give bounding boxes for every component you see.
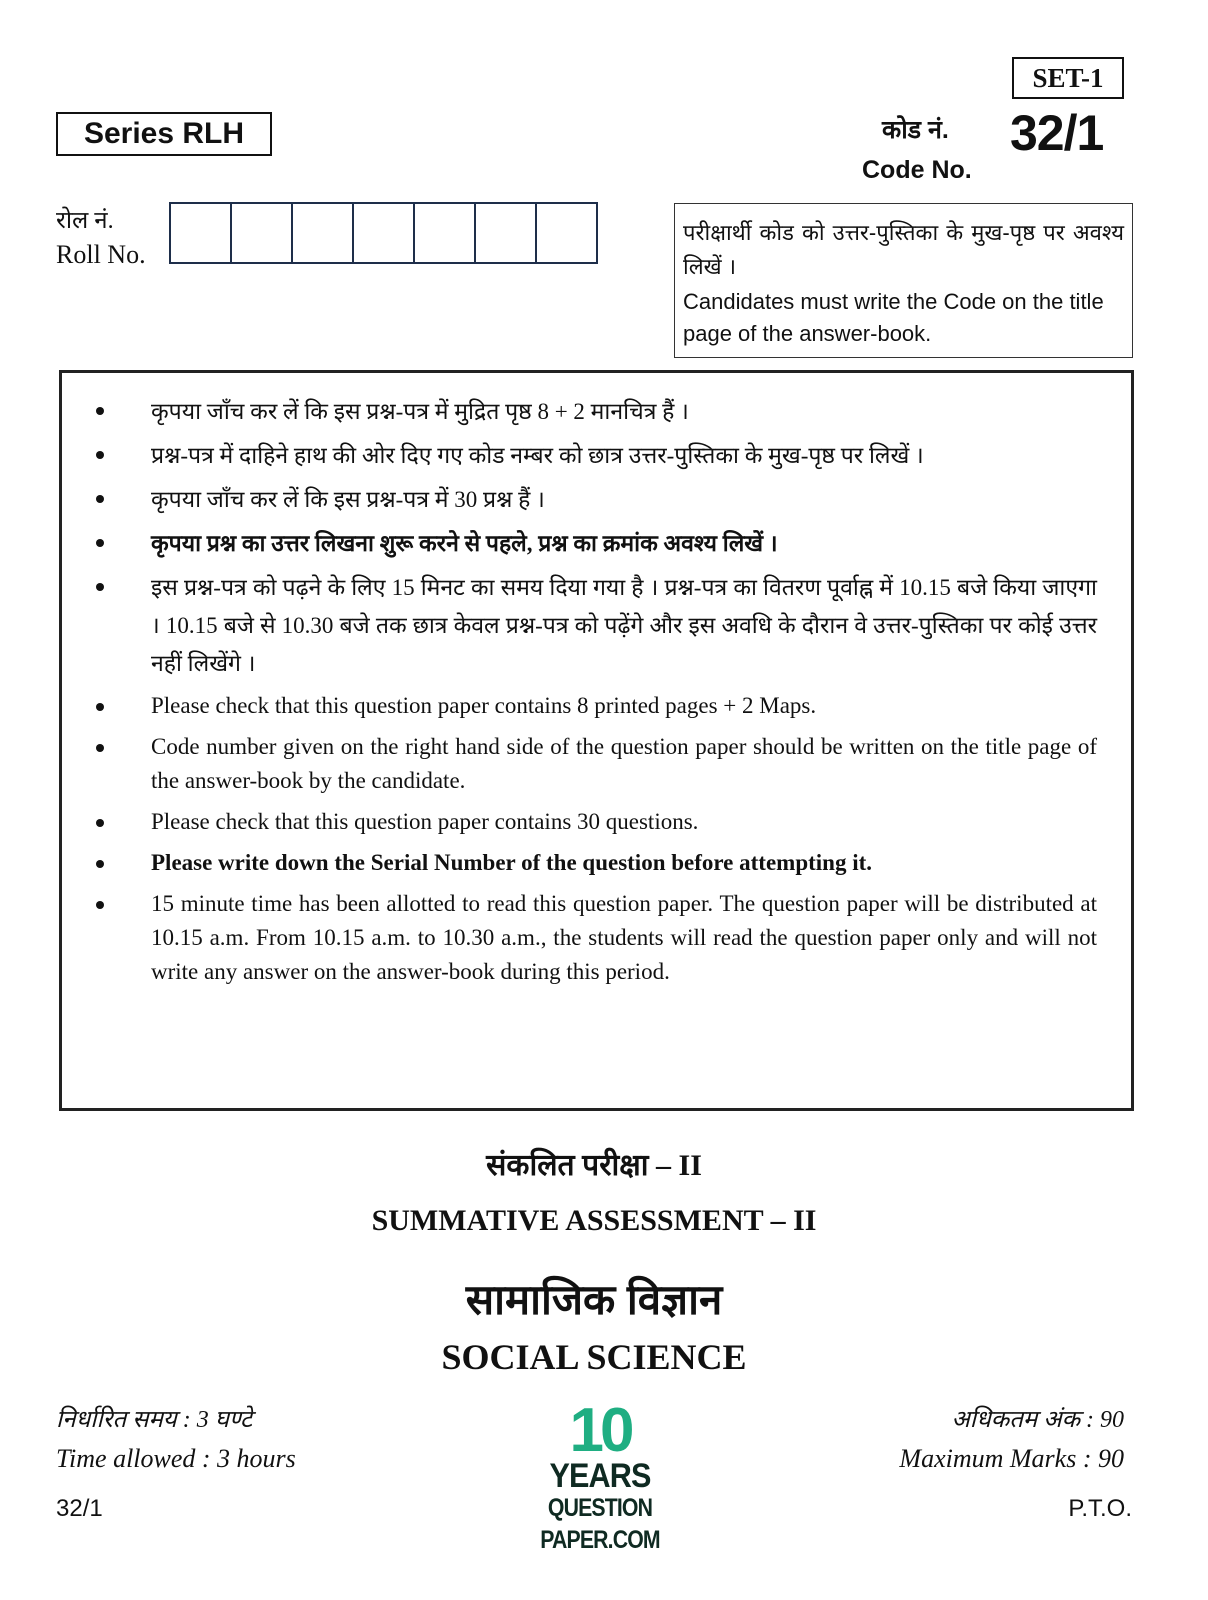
roll-number-boxes [169, 202, 598, 264]
instruction-text: 15 minute time has been allotted to read this question paper. The question paper will be distributed at 10.15 a.m. From 10.15 a.m. to 10.30 a.m., the students will read the question paper only and will not write any answer on the answer-book during this period. [151, 891, 1097, 984]
instructions-box [59, 370, 1134, 1111]
bullet-icon [90, 805, 151, 833]
instruction-text: कृपया जाँच कर लें कि इस प्रश्न-पत्र में मुद्रित पृष्ठ 8 + 2 मानचित्र हैं । [151, 399, 689, 424]
set-label: SET-1 [1012, 57, 1124, 99]
instruction-item-english [90, 805, 1097, 839]
instruction-text: कृपया जाँच कर लें कि इस प्रश्न-पत्र में 30 प्रश्न हैं । [151, 487, 545, 512]
instruction-text: Please write down the Serial Number of the question before attempting it. [151, 850, 873, 875]
time-allowed-hindi: निर्धारित समय : 3 घण्टे [56, 1407, 253, 1433]
subject-title-hindi: सामाजिक विज्ञान [465, 1276, 723, 1323]
instruction-text: इस प्रश्न-पत्र को पढ़ने के लिए 15 मिनट का समय दिया गया है । प्रश्न-पत्र का वितरण पूर्वाह्न में 10.15 बजे किया जाएगा । 10.15 बजे से 10.30 बजे तक छात्र केवल प्रश्न-पत्र को पढ़ेंगे और इस अवधि के दौरान वे उत्तर-पुस्तिका पर कोई उत्तर नहीं लिखेंगे । [151, 575, 1097, 676]
bullet-icon [90, 689, 151, 717]
bullet-icon [90, 887, 151, 915]
roll-number-cell[interactable] [415, 204, 476, 262]
max-marks-english: Maximum Marks : 90 [899, 1444, 1124, 1473]
roll-label-hindi: रोल नं. [56, 208, 114, 234]
code-label-hindi: कोड नं. [882, 116, 949, 144]
bullet-icon [90, 481, 151, 509]
subject-title-english: SOCIAL SCIENCE [441, 1337, 747, 1377]
code-number: 32/1 [1010, 105, 1104, 161]
logo [470, 1396, 730, 1556]
instruction-text: Please check that this question paper contains 30 questions. [151, 809, 699, 834]
roll-label-english: Roll No. [56, 240, 146, 269]
instruction-item-hindi [90, 393, 1097, 431]
roll-number-cell[interactable] [293, 204, 354, 262]
bullet-icon [90, 569, 151, 597]
bullet-icon [90, 393, 151, 421]
instruction-text: कृपया प्रश्न का उत्तर लिखना शुरू करने से पहले, प्रश्न का क्रमांक अवश्य लिखें । [151, 531, 778, 556]
instruction-item-english [90, 689, 1097, 723]
instruction-text: प्रश्न-पत्र में दाहिने हाथ की ओर दिए गए कोड नम्बर को छात्र उत्तर-पुस्तिका के मुख-पृष्ठ पर लिखें । [151, 443, 924, 468]
bullet-icon [90, 437, 151, 465]
logo-word: YEARS [549, 1457, 651, 1495]
instruction-item-english [90, 846, 1097, 880]
instruction-item-hindi [90, 569, 1097, 683]
instruction-text: Code number given on the right hand side of the question paper should be written on the title page of the answer-book by the candidate. [151, 734, 1097, 793]
bullet-icon [90, 730, 151, 758]
roll-number-cell[interactable] [171, 204, 232, 262]
time-allowed-english: Time allowed : 3 hours [56, 1444, 296, 1473]
instruction-text: Please check that this question paper contains 8 printed pages + 2 Maps. [151, 693, 817, 718]
candidate-note-hindi: परीक्षार्थी कोड को उत्तर-पुस्तिका के मुख-पृष्ठ पर अवश्य लिखें । [683, 220, 1124, 279]
candidate-note-box [674, 203, 1133, 358]
candidate-note-english: Candidates must write the Code on the title page of the answer-book. [683, 289, 1104, 346]
bullet-icon [90, 846, 151, 874]
max-marks-hindi: अधिकतम अंक : 90 [951, 1407, 1124, 1433]
footer-pto: P.T.O. [1068, 1495, 1132, 1522]
roll-number-cell[interactable] [476, 204, 537, 262]
footer-page-code: 32/1 [56, 1495, 103, 1522]
bullet-icon [90, 525, 151, 553]
series-label: Series RLH [56, 112, 272, 156]
logo-number: 10 [569, 1396, 631, 1465]
instruction-item-hindi [90, 525, 1097, 563]
roll-number-cell[interactable] [537, 204, 596, 262]
code-label-english: Code No. [862, 156, 972, 184]
exam-title-english: SUMMATIVE ASSESSMENT – II [371, 1204, 817, 1237]
instruction-item-english [90, 887, 1097, 989]
instruction-item-hindi [90, 481, 1097, 519]
roll-number-cell[interactable] [354, 204, 415, 262]
roll-number-cell[interactable] [232, 204, 293, 262]
logo-site-name: QUESTION PAPER.COM [540, 1494, 660, 1554]
instruction-item-english [90, 730, 1097, 798]
exam-title-hindi: संकलित परीक्षा – II [486, 1149, 702, 1182]
instruction-item-hindi [90, 437, 1097, 475]
